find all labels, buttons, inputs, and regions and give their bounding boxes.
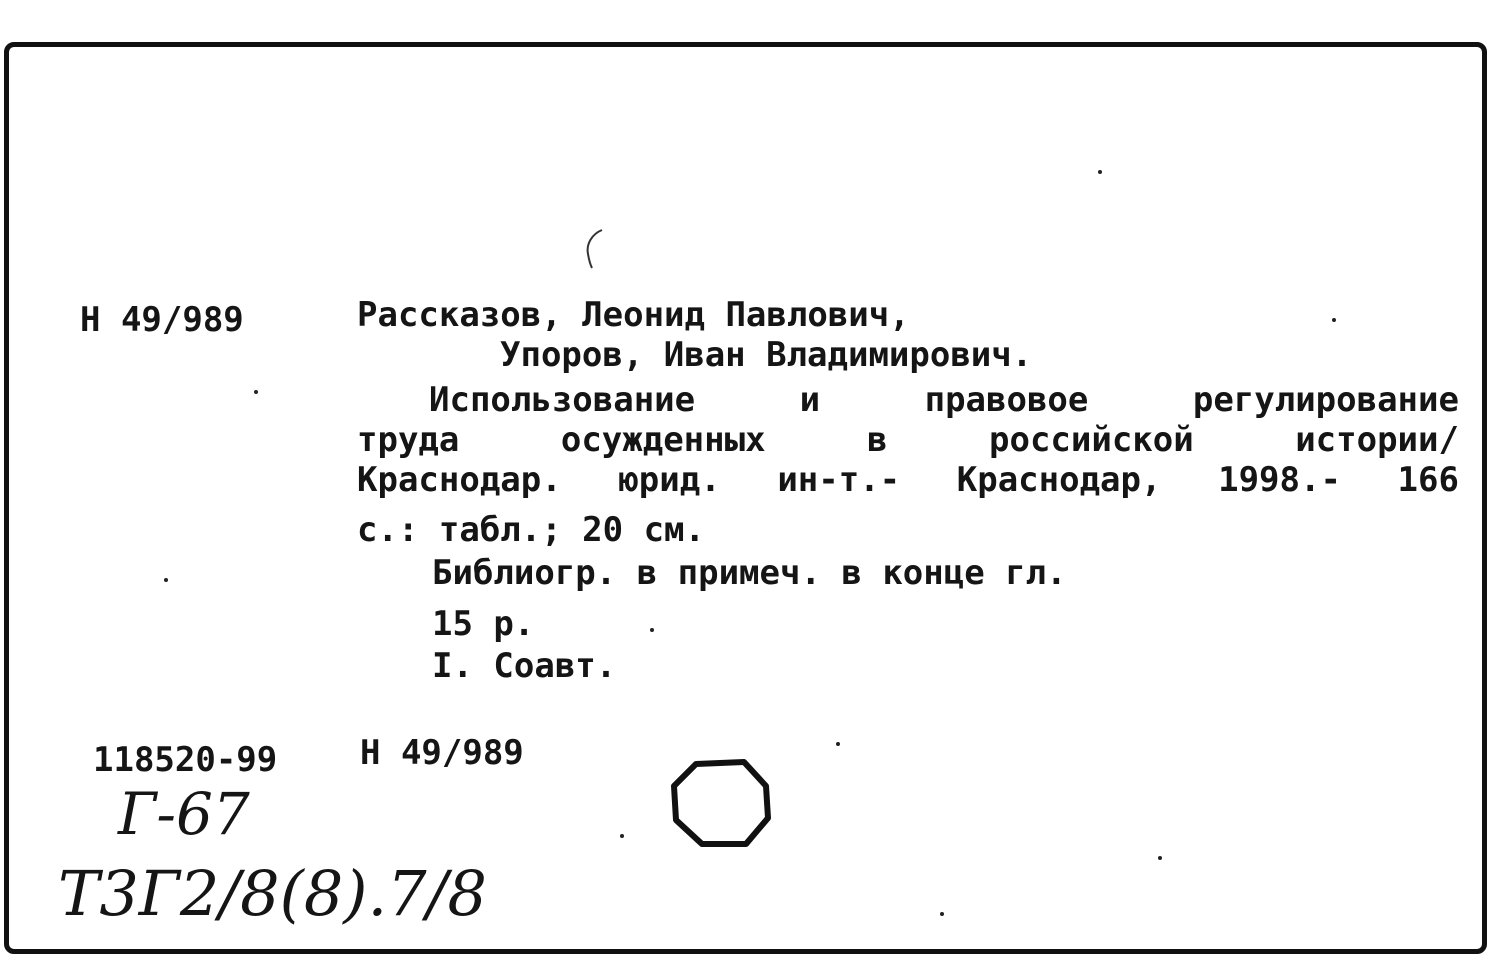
description-line-4: с.: табл.; 20 см. <box>357 510 705 550</box>
speck <box>1332 318 1336 322</box>
description-word: правовое <box>924 380 1089 420</box>
author-name: Рассказов, Леонид Павлович, <box>357 295 910 335</box>
description-word: 1998.- <box>1218 460 1341 500</box>
description-word: российской <box>989 420 1194 460</box>
description-word: в <box>867 420 888 460</box>
speck <box>836 742 840 746</box>
price: 15 р. <box>432 604 535 644</box>
shelfmark-bottom: Н 49/989 <box>360 733 524 773</box>
description-word: и <box>799 380 821 420</box>
speck <box>164 578 168 582</box>
description-word: истории/ <box>1295 420 1459 460</box>
description-word: труда <box>357 420 460 460</box>
speck <box>1158 856 1162 860</box>
registration-number: 118520-99 <box>93 740 278 780</box>
speck <box>650 628 654 632</box>
speck <box>940 912 944 916</box>
description-line-3 <box>357 460 1459 500</box>
description-word: осужденных <box>560 420 766 460</box>
speck <box>620 834 624 838</box>
added-entry: I. Соавт. <box>432 646 617 686</box>
library-stamp <box>668 756 776 850</box>
description-word: 166 <box>1397 460 1459 500</box>
description-word: ин-т.- <box>777 460 901 500</box>
description-word: Использование <box>429 380 696 420</box>
coauthor-name: Упоров, Иван Владимирович. <box>500 335 1033 375</box>
pencil-mark <box>578 226 608 272</box>
shelfmark: Н 49/989 <box>80 300 244 340</box>
description-line-1 <box>357 380 1459 420</box>
handwritten-author-code: Г-67 <box>118 780 250 848</box>
description-word: Краснодар, <box>956 460 1162 500</box>
description-line-2 <box>357 420 1459 460</box>
description-word: регулирование <box>1192 380 1459 420</box>
bibliography-note: Библиогр. в примеч. в конце гл. <box>432 553 1067 593</box>
description-word: юрид. <box>618 460 721 500</box>
handwritten-classification: Т3Г2/8(8).7/8 <box>58 857 487 930</box>
description-word: Краснодар. <box>357 460 562 500</box>
speck <box>1098 170 1102 174</box>
speck <box>254 390 258 394</box>
